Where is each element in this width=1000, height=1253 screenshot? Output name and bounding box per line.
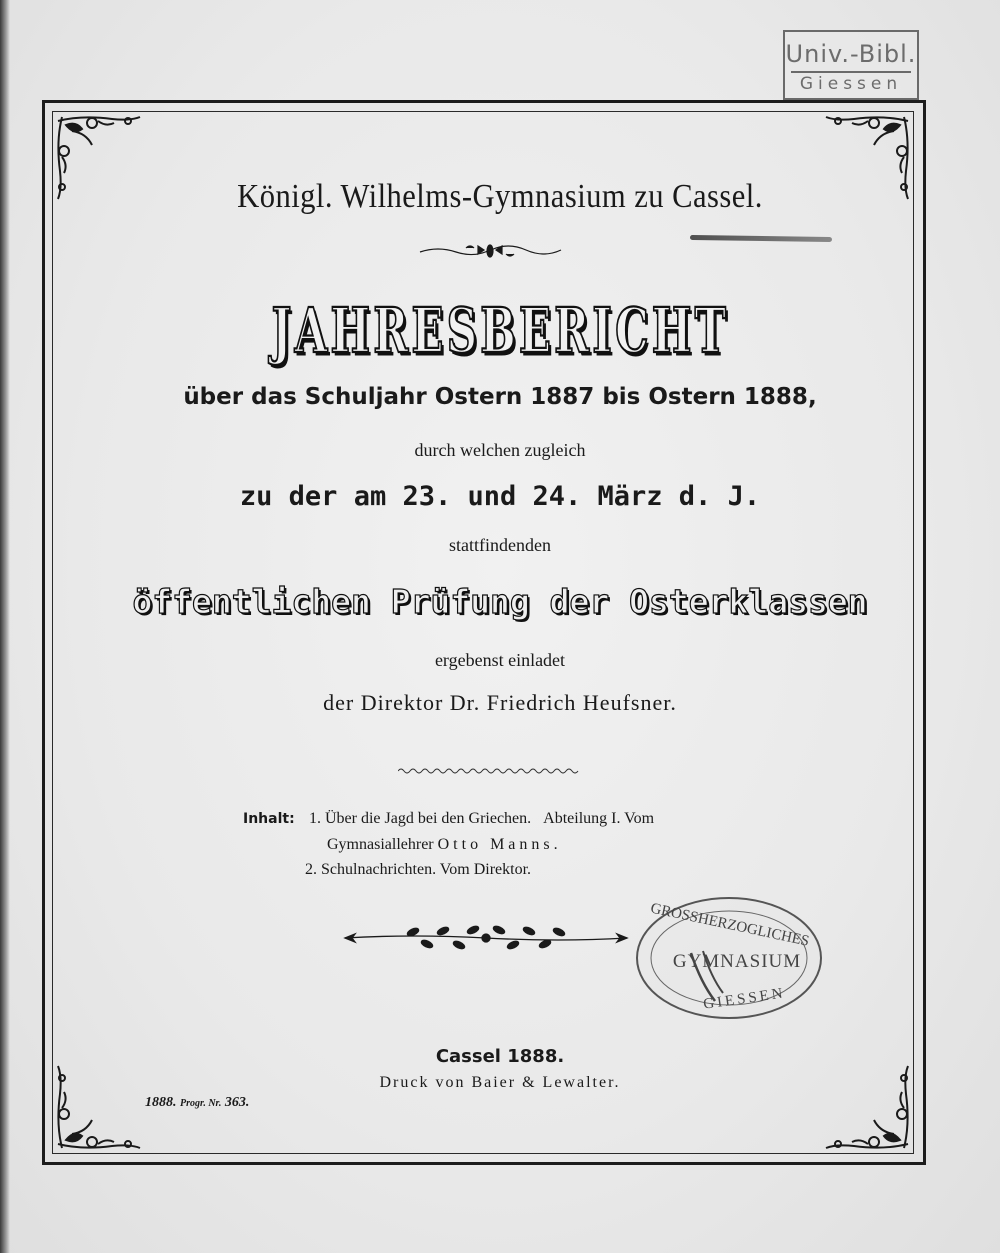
contents-item1-author: Otto Manns. [437,836,562,853]
program-year: 1888. [145,1095,177,1110]
school-stamp-bottom-text: GIESSEN [702,985,787,1013]
line-zu: zu der am 23. und 24. März d. J. [239,481,761,512]
contents-item1-part: Abteilung I. Vom [543,810,655,827]
small-divider-ornament-icon [418,240,563,262]
library-stamp-line2: Giessen [791,71,911,94]
contents-row-2 [243,832,654,857]
library-stamp-line1: Univ.-Bibl. [785,40,917,68]
contents-label: Inhalt: [243,811,295,827]
contents-row-3 [243,857,654,882]
contents-item1-teacher-title: Gymnasiallehrer [327,836,434,853]
school-stamp-middle-text: GYMNASIUM [672,951,802,972]
line-ergebenst: ergebenst einladet [434,650,566,670]
subtitle: über das Schuljahr Ostern 1887 bis Ostern 1888, [183,384,817,410]
program-label: Progr. Nr. [180,1098,222,1109]
program-num: 363. [224,1095,250,1110]
table-of-contents [243,806,654,882]
line-direktor: der Direktor Dr. Friedrich Heufsner. [323,690,677,715]
contents-item1: 1. Über die Jagd bei den Griechen. [309,810,532,827]
school-name: Königl. Wilhelms-Gymnasium zu Cassel. [237,178,763,215]
gymnasium-oval-stamp [633,893,825,1023]
line-durch: durch welchen zugleich [414,440,586,460]
school-stamp-top-text: GROSSHERZOGLICHES [649,900,811,950]
imprint-place-year: Cassel 1888. [435,1046,565,1067]
line-oeffentlichen: öffentlichen Prüfung der Osterklassen [132,582,868,621]
wavy-divider-icon [398,760,580,779]
line-stattfindenden: stattfindenden [449,535,551,555]
contents-item2: 2. Schulnachrichten. Vom Direktor. [305,861,532,878]
contents-row-1 [243,806,654,832]
report-title-text: JAHRESBERICHT [271,293,729,367]
report-title [0,293,1000,367]
floral-divider-ornament-icon [343,920,629,954]
library-stamp [783,30,919,100]
imprint-printer: Druck von Baier & Lewalter. [379,1074,621,1091]
program-number [145,1095,249,1111]
